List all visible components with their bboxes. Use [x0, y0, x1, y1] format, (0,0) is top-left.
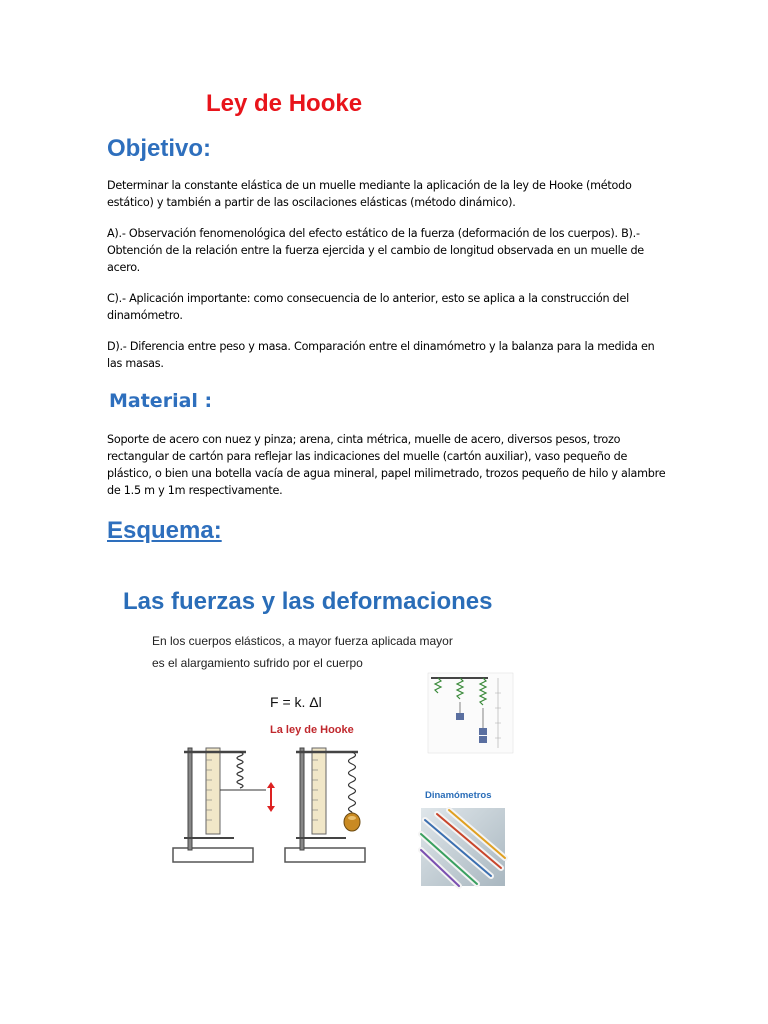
stand-stretched-illustration	[282, 740, 392, 865]
dynamometers-photo	[421, 808, 505, 886]
material-paragraph: Soporte de acero con nuez y pinza; arena, cinta métrica, muelle de acero, diversos pesos, trozo rectangular de cartón para reflejar las indicaciones del muelle (cartón auxiliar), vaso pequeño de plástico, o bien una botella vacía de agua mineral, papel milimetrado, trozos pequeño de hilo y alambre de 1.5 m y 1m respectivamente.	[107, 433, 666, 497]
objective-paragraph-3: C).- Aplicación importante: como consecuencia de lo anterior, esto se aplica a la construcción del dinamómetro.	[107, 292, 629, 322]
springs-diagram	[428, 673, 513, 753]
figure-title: Las fuerzas y las deformaciones	[123, 588, 493, 615]
document-title: Ley de Hooke	[206, 90, 363, 117]
objective-paragraph-1: Determinar la constante elástica de un muelle mediante la aplicación de la ley de Hooke (método estático) y también a partir de las oscilaciones elásticas (método dinámico).	[107, 179, 632, 209]
objective-paragraph-2: A).- Observación fenomenológica del efecto estático de la fuerza (deformación de los cuerpos). B).- Obtención de la relación entre la fuerza ejercida y el cambio de longitud observada en un muelle de acero.	[107, 227, 644, 274]
figure-subtitle-line-2: es el alargamiento sufrido por el cuerpo	[152, 656, 363, 670]
objective-heading: Objetivo:	[107, 135, 212, 162]
hooke-law-label: La ley de Hooke	[270, 724, 354, 736]
schema-heading: Esquema:	[107, 517, 222, 544]
dynamometers-label: Dinamómetros	[425, 790, 492, 801]
hooke-formula: F = k. Δl	[270, 694, 322, 710]
figure-subtitle-line-1: En los cuerpos elásticos, a mayor fuerza aplicada mayor	[152, 634, 453, 648]
objective-paragraph-4: D).- Diferencia entre peso y masa. Comparación entre el dinamómetro y la balanza para la medida en las masas.	[107, 340, 655, 370]
material-heading: Material :	[109, 390, 213, 412]
stand-unstretched-illustration	[170, 740, 290, 865]
